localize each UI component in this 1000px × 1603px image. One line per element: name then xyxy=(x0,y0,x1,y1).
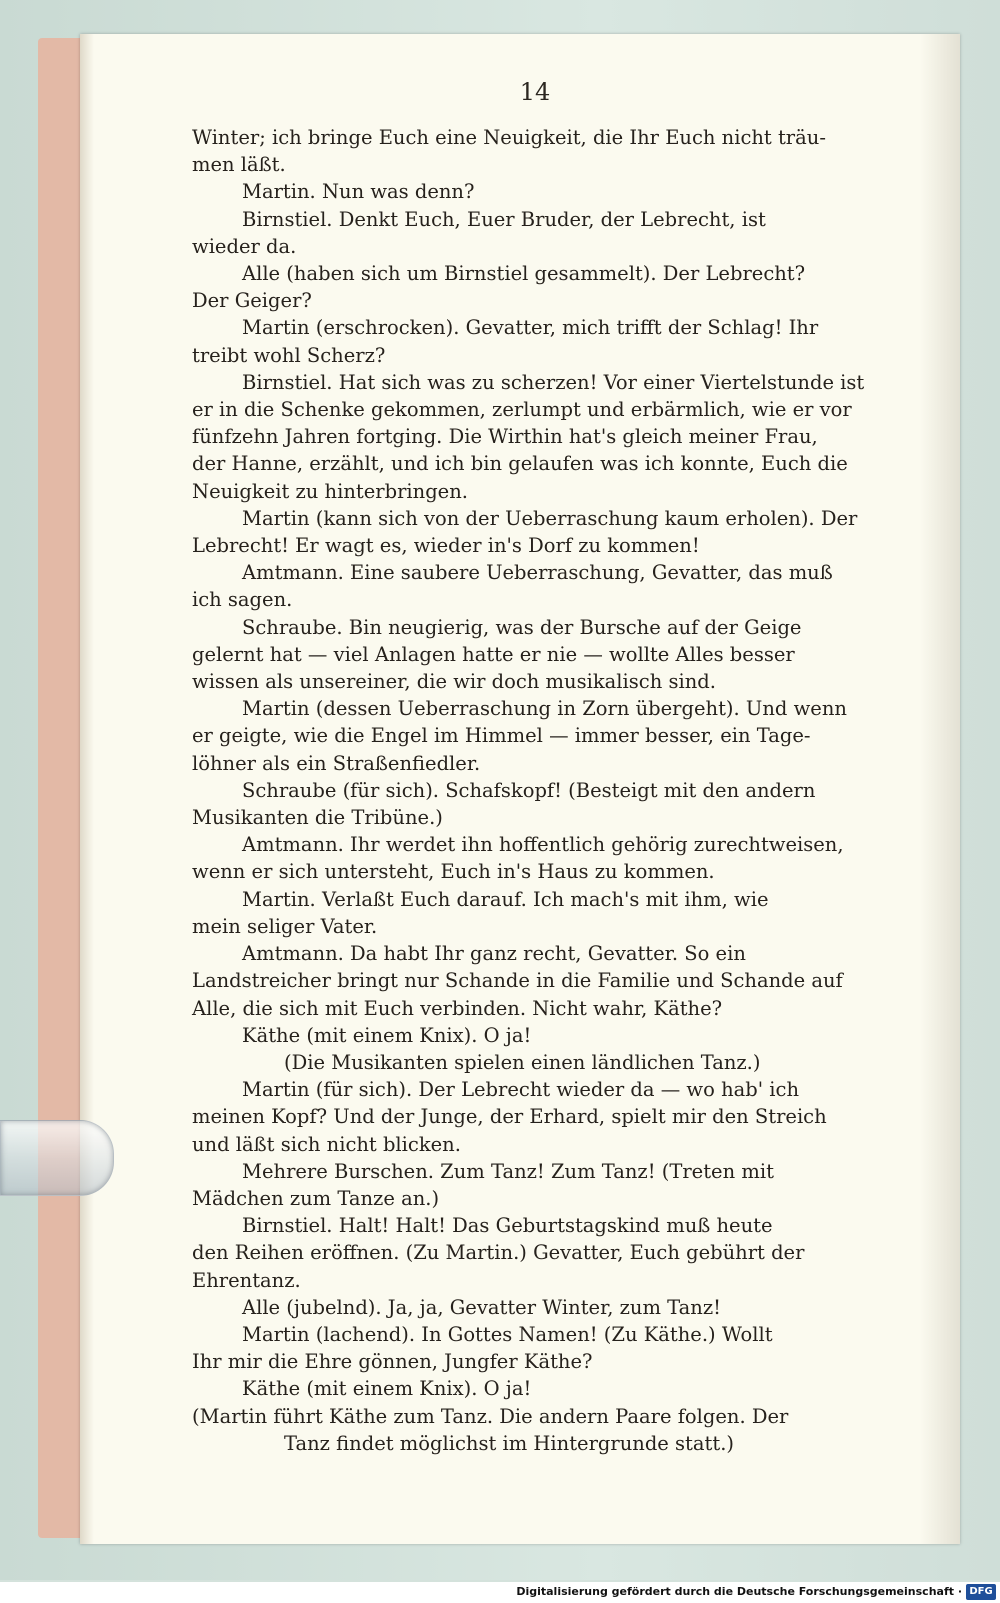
text-line: Martin (erschrocken). Gevatter, mich trifft der Schlag! Ihr xyxy=(242,316,819,340)
text-line: Martin (für sich). Der Lebrecht wieder da — wo hab' ich xyxy=(242,1078,800,1102)
text-line: fünfzehn Jahren fortging. Die Wirthin hat's gleich meiner Frau, xyxy=(192,425,818,449)
text-line: der Hanne, erzählt, und ich bin gelaufen was ich konnte, Euch die xyxy=(192,452,848,476)
text-line: Martin (lachend). In Gottes Namen! (Zu Käthe.) Wollt xyxy=(242,1322,773,1346)
text-line: und läßt sich nicht blicken. xyxy=(192,1132,461,1156)
text-line: Martin. Nun was denn? xyxy=(242,180,475,204)
page-number: 14 xyxy=(519,78,551,106)
page-text xyxy=(192,124,882,1457)
dfg-logo: DFG xyxy=(966,1584,996,1600)
text-line: Schraube. Bin neugierig, was der Bursche auf der Geige xyxy=(242,615,802,639)
text-line: Martin. Verlaßt Euch darauf. Ich mach's mit ihm, wie xyxy=(242,887,769,911)
text-line: Ihr mir die Ehre gönnen, Jungfer Käthe? xyxy=(192,1350,593,1374)
text-line: Amtmann. Eine saubere Ueberraschung, Gevatter, das muß xyxy=(242,561,833,585)
footer-bar xyxy=(0,1582,1000,1603)
text-line: Alle (haben sich um Birnstiel gesammelt). Der Lebrecht? xyxy=(242,262,806,286)
text-line: Schraube (für sich). Schafskopf! (Besteigt mit den andern xyxy=(242,778,816,802)
text-line: Birnstiel. Denkt Euch, Euer Bruder, der Lebrecht, ist xyxy=(242,207,766,231)
text-line: Alle (jubelnd). Ja, ja, Gevatter Winter, zum Tanz! xyxy=(242,1295,721,1319)
text-line: Der Geiger? xyxy=(192,289,312,313)
text-line: Ehrentanz. xyxy=(192,1268,301,1292)
text-line: Birnstiel. Halt! Halt! Das Geburtstagskind muß heute xyxy=(242,1214,773,1238)
text-line: mein seliger Vater. xyxy=(192,914,378,938)
book-page xyxy=(80,34,960,1544)
text-line: Amtmann. Da habt Ihr ganz recht, Gevatter. So ein xyxy=(242,942,746,966)
text-line: wieder da. xyxy=(192,234,297,258)
stage-direction-line: (Martin führt Käthe zum Tanz. Die andern Paare folgen. Der xyxy=(192,1404,789,1428)
text-line: Martin (dessen Ueberraschung in Zorn übergeht). Und wenn xyxy=(242,697,847,721)
text-line: Käthe (mit einem Knix). O ja! xyxy=(242,1377,532,1401)
text-line: den Reihen eröffnen. (Zu Martin.) Gevatter, Euch gebührt der xyxy=(192,1241,805,1265)
text-line: er in die Schenke gekommen, zerlumpt und erbärmlich, wie er vor xyxy=(192,398,852,422)
footer-credit: Digitalisierung gefördert durch die Deutsche Forschungsgemeinschaft · xyxy=(516,1585,962,1598)
text-line: Amtmann. Ihr werdet ihn hoffentlich gehörig zurechtweisen, xyxy=(242,833,844,857)
text-line: Alle, die sich mit Euch verbinden. Nicht wahr, Käthe? xyxy=(192,996,723,1020)
text-line: men läßt. xyxy=(192,153,286,177)
text-line: gelernt hat — viel Anlagen hatte er nie — wollte Alles besser xyxy=(192,642,795,666)
page-clip-holder xyxy=(0,1120,114,1196)
text-line: Musikanten die Tribüne.) xyxy=(192,806,443,830)
stage-direction-line: Tanz findet möglichst im Hintergrunde statt.) xyxy=(284,1431,734,1455)
text-line: meinen Kopf? Und der Junge, der Erhard, spielt mir den Streich xyxy=(192,1105,827,1129)
stage-direction-line: (Die Musikanten spielen einen ländlichen Tanz.) xyxy=(284,1050,761,1074)
page-edge-shadow xyxy=(920,34,960,1544)
text-line: Martin (kann sich von der Ueberraschung kaum erholen). Der xyxy=(242,506,858,530)
text-line: Käthe (mit einem Knix). O ja! xyxy=(242,1023,532,1047)
text-line: Lebrecht! Er wagt es, wieder in's Dorf zu kommen! xyxy=(192,534,700,558)
text-line: er geigte, wie die Engel im Himmel — immer besser, ein Tage- xyxy=(192,724,811,748)
text-line: Landstreicher bringt nur Schande in die Familie und Schande auf xyxy=(192,969,843,993)
text-line: Winter; ich bringe Euch eine Neuigkeit, die Ihr Euch nicht träu- xyxy=(192,126,826,149)
text-line: Mädchen zum Tanze an.) xyxy=(192,1186,440,1210)
text-line: wissen als unsereiner, die wir doch musikalisch sind. xyxy=(192,670,716,694)
page-gutter-shade xyxy=(80,34,94,1544)
text-line: Neuigkeit zu hinterbringen. xyxy=(192,479,468,503)
text-line: wenn er sich untersteht, Euch in's Haus zu kommen. xyxy=(192,860,715,884)
text-line: Mehrere Burschen. Zum Tanz! Zum Tanz! (Treten mit xyxy=(242,1159,774,1183)
text-line: löhner als ein Straßenfiedler. xyxy=(192,751,481,775)
text-line: ich sagen. xyxy=(192,588,293,612)
text-line: treibt wohl Scherz? xyxy=(192,343,386,367)
text-line: Birnstiel. Hat sich was zu scherzen! Vor einer Viertelstunde ist xyxy=(242,370,865,394)
